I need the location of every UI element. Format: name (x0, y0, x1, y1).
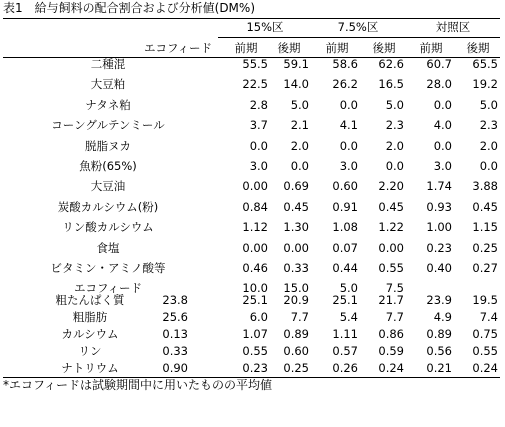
eco-feed-cell: 23.8 (162, 293, 188, 307)
table-cell: 3.88 (472, 179, 498, 193)
table-cell: 0.60 (332, 179, 358, 193)
table-cell: 0.89 (283, 327, 309, 341)
table-cell: 4.1 (339, 118, 358, 132)
table-cell: 19.5 (472, 293, 498, 307)
table-cell: 0.40 (426, 261, 452, 275)
eco-feed-column-header: エコフィード (143, 41, 213, 55)
group-header-rule (218, 37, 500, 38)
table-cell: 25.1 (242, 293, 268, 307)
table-cell: 0.45 (378, 200, 404, 214)
row-label: ナタネ粕 (85, 98, 131, 112)
table-cell: 2.20 (378, 179, 404, 193)
table-cell: 6.0 (249, 310, 268, 324)
row-label: リン酸カルシウム (62, 220, 154, 234)
table-cell: 1.11 (332, 327, 358, 341)
table-cell: 2.3 (385, 118, 404, 132)
table-footnote: *エコフィードは試験期間中に用いたものの平均値 (3, 378, 273, 392)
row-label: 炭酸カルシウム(粉) (57, 200, 159, 214)
period-header: 前期 (234, 41, 258, 55)
table-cell: 0.55 (242, 344, 268, 358)
table-cell: 0.26 (332, 361, 358, 375)
table-cell: 0.23 (242, 361, 268, 375)
eco-feed-cell: 0.13 (162, 327, 188, 341)
table-cell: 2.3 (479, 118, 498, 132)
period-header: 前期 (419, 41, 443, 55)
table-cell: 5.0 (290, 98, 309, 112)
table-cell: 1.00 (426, 220, 452, 234)
table-cell: 0.25 (472, 241, 498, 255)
row-label: エコフィード (73, 281, 143, 295)
table-cell: 3.0 (249, 159, 268, 173)
table-cell: 65.5 (472, 57, 498, 71)
table-cell: 5.0 (339, 281, 358, 295)
eco-feed-cell: 0.33 (162, 344, 188, 358)
table-cell: 7.7 (290, 310, 309, 324)
table-cell: 60.7 (426, 57, 452, 71)
table-cell: 0.27 (472, 261, 498, 275)
table-cell: 0.60 (283, 344, 309, 358)
table-cell: 5.0 (385, 98, 404, 112)
eco-feed-cell: 0.90 (162, 361, 188, 375)
table-cell: 0.75 (472, 327, 498, 341)
row-label: 粗脂肪 (72, 310, 108, 324)
row-label: コーングルテンミール (51, 118, 165, 132)
table-cell: 3.0 (433, 159, 452, 173)
table-cell: 0.23 (426, 241, 452, 255)
table-cell: 1.22 (378, 220, 404, 234)
table-cell: 0.0 (479, 159, 498, 173)
row-label: 大豆油 (90, 179, 126, 193)
table-cell: 0.00 (378, 241, 404, 255)
table-cell: 7.5 (385, 281, 404, 295)
table-cell: 25.1 (332, 293, 358, 307)
table-cell: 0.0 (339, 139, 358, 153)
table-cell: 0.46 (242, 261, 268, 275)
table-top-rule (3, 18, 500, 19)
table-cell: 26.2 (332, 77, 358, 91)
table-cell: 19.2 (472, 77, 498, 91)
table-cell: 3.0 (339, 159, 358, 173)
table-cell: 0.86 (378, 327, 404, 341)
table-cell: 3.7 (249, 118, 268, 132)
period-header: 後期 (372, 41, 396, 55)
row-label: 食塩 (96, 241, 120, 255)
table-cell: 1.74 (426, 179, 452, 193)
table-cell: 0.59 (378, 344, 404, 358)
period-header: 後期 (466, 41, 490, 55)
eco-feed-cell: 25.6 (162, 310, 188, 324)
table-cell: 2.0 (385, 139, 404, 153)
table-cell: 16.5 (378, 77, 404, 91)
period-header: 前期 (325, 41, 349, 55)
table-cell: 1.15 (472, 220, 498, 234)
table-caption: 表1 給与飼料の配合割合および分析値(DM%) (3, 1, 255, 15)
table-cell: 58.6 (332, 57, 358, 71)
table-cell: 21.7 (378, 293, 404, 307)
table-cell: 0.25 (283, 361, 309, 375)
table-cell: 0.93 (426, 200, 452, 214)
table-cell: 1.08 (332, 220, 358, 234)
table-cell: 10.0 (242, 281, 268, 295)
table-cell: 0.0 (290, 159, 309, 173)
table-cell: 0.24 (472, 361, 498, 375)
table-cell: 0.44 (332, 261, 358, 275)
table-cell: 0.00 (242, 179, 268, 193)
row-label: ビタミン・アミノ酸等 (50, 261, 166, 275)
table-cell: 0.0 (385, 159, 404, 173)
table-cell: 14.0 (283, 77, 309, 91)
row-label: リン (78, 344, 102, 358)
table-cell: 0.57 (332, 344, 358, 358)
table-cell: 55.5 (242, 57, 268, 71)
row-label: カルシウム (61, 327, 119, 341)
table-cell: 62.6 (378, 57, 404, 71)
group-header-15pct: 15%区 (246, 20, 284, 34)
table-cell: 59.1 (283, 57, 309, 71)
table-cell: 2.8 (249, 98, 268, 112)
table-cell: 2.0 (290, 139, 309, 153)
table-cell: 1.30 (283, 220, 309, 234)
table-cell: 0.91 (332, 200, 358, 214)
table-cell: 5.0 (479, 98, 498, 112)
table-cell: 1.12 (242, 220, 268, 234)
table-cell: 20.9 (283, 293, 309, 307)
table-cell: 0.56 (426, 344, 452, 358)
group-header-7-5pct: 7.5%区 (337, 20, 379, 34)
table-cell: 0.45 (472, 200, 498, 214)
table-cell: 0.33 (283, 261, 309, 275)
row-label: 魚粉(65%) (79, 159, 137, 173)
table-cell: 0.07 (332, 241, 358, 255)
period-header: 後期 (277, 41, 301, 55)
table-cell: 4.0 (433, 118, 452, 132)
table-cell: 0.0 (339, 98, 358, 112)
table-cell: 22.5 (242, 77, 268, 91)
table-cell: 23.9 (426, 293, 452, 307)
table-cell: 0.24 (378, 361, 404, 375)
table-cell: 0.0 (249, 139, 268, 153)
table-cell: 0.00 (242, 241, 268, 255)
table-cell: 0.84 (242, 200, 268, 214)
table-cell: 0.0 (433, 98, 452, 112)
table-cell: 7.7 (385, 310, 404, 324)
table-cell: 0.21 (426, 361, 452, 375)
table-cell: 0.00 (283, 241, 309, 255)
table-cell: 15.0 (283, 281, 309, 295)
table-cell: 7.4 (479, 310, 498, 324)
table-cell: 0.0 (433, 139, 452, 153)
row-label: 粗たんぱく質 (55, 293, 125, 307)
table-cell: 0.45 (283, 200, 309, 214)
group-header-control: 対照区 (435, 20, 471, 34)
table-cell: 0.55 (378, 261, 404, 275)
table-cell: 4.9 (433, 310, 452, 324)
row-label: 大豆粕 (90, 77, 126, 91)
table-cell: 2.0 (479, 139, 498, 153)
table-cell: 0.89 (426, 327, 452, 341)
table-cell: 1.07 (242, 327, 268, 341)
table-cell: 28.0 (426, 77, 452, 91)
table-cell: 0.69 (283, 179, 309, 193)
row-label: 脱脂ヌカ (85, 139, 131, 153)
row-label: 二種混 (90, 57, 126, 71)
table-cell: 2.1 (290, 118, 309, 132)
table-cell: 0.55 (472, 344, 498, 358)
table-cell: 5.4 (339, 310, 358, 324)
row-label: ナトリウム (61, 361, 119, 375)
